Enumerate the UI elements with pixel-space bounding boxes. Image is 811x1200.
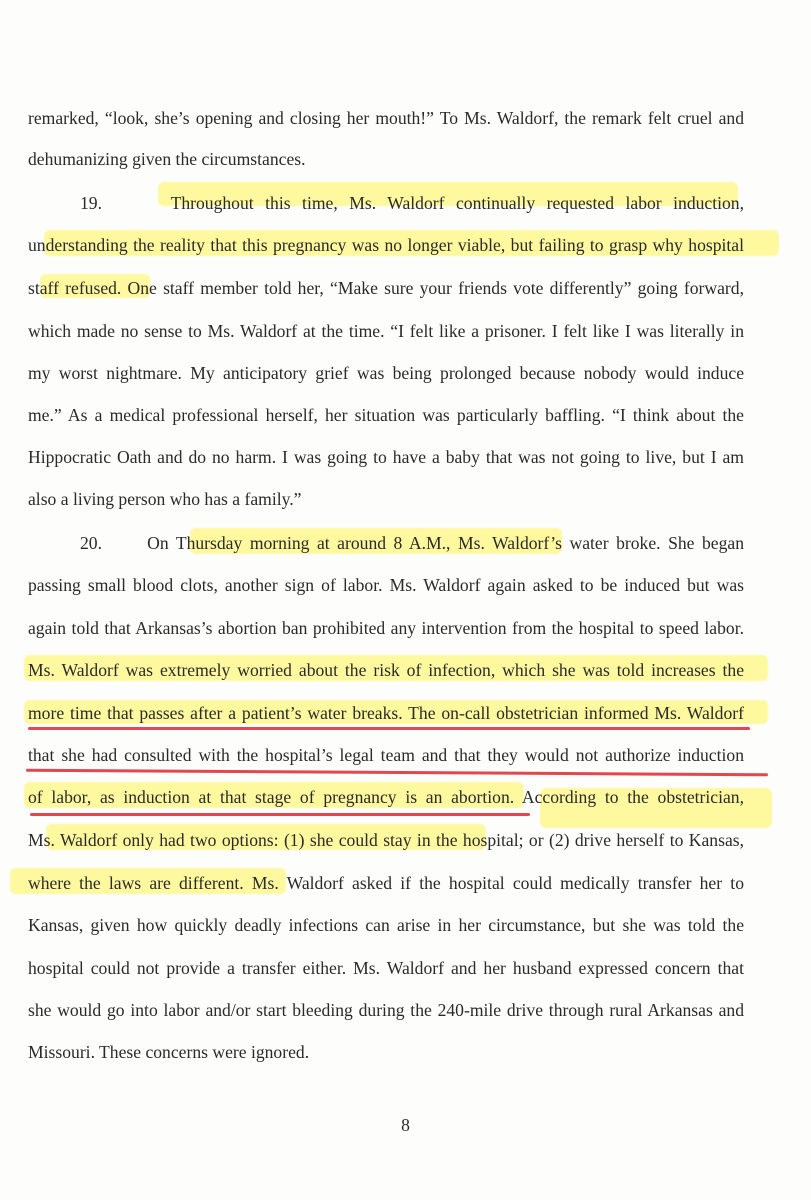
underline-mark [30,813,530,816]
text-line: understanding the reality that this pregnancy was no longer viable, but failing to grasp why hospital [28,235,744,255]
text-line: hospital could not provide a transfer either. Ms. Waldorf and her husband expressed concern that [28,958,744,978]
text-line: Ms. Waldorf was extremely worried about the risk of infection, which she was told increases the [28,660,744,680]
text-line: staff refused. One staff member told her, “Make sure your friends vote differently” going forward, [28,278,744,298]
text-line: more time that passes after a patient’s water breaks. The on-call obstetrician informed Ms. Waldorf [28,703,744,723]
text-line: passing small blood clots, another sign of labor. Ms. Waldorf again asked to be induced but was [28,575,744,595]
text-line: remarked, “look, she’s opening and closing her mouth!” To Ms. Waldorf, the remark felt cruel and [28,108,744,128]
text-line: that she had consulted with the hospital’s legal team and that they would not authorize induction [28,745,744,765]
text-line: where the laws are different. Ms. Waldorf asked if the hospital could medically transfer her to [28,873,744,893]
text-line: my worst nightmare. My anticipatory grief was being prolonged because nobody would induce [28,363,744,383]
text-line: also a living person who has a family.” [28,489,302,509]
paragraph-20-first-line: 20. On Thursday morning at around 8 A.M., Ms. Waldorf’s water broke. She began [80,533,744,553]
page-number: 8 [401,1115,410,1135]
text-line: dehumanizing given the circumstances. [28,149,306,169]
paragraph-19-first-line: 19. Throughout this time, Ms. Waldorf continually requested labor induction, [80,193,744,213]
text-line: Kansas, given how quickly deadly infections can arise in her circumstance, but she was told the [28,915,744,935]
underline-mark [26,769,768,777]
text-line: again told that Arkansas’s abortion ban prohibited any intervention from the hospital to speed labor. [28,618,744,638]
text-line: of labor, as induction at that stage of pregnancy is an abortion. According to the obstetrician, [28,787,744,807]
text-line: she would go into labor and/or start bleeding during the 240-mile drive through rural Arkansas and [28,1000,744,1020]
text-line: Hippocratic Oath and do no harm. I was going to have a baby that was not going to live, but I am [28,447,744,467]
text-line: Missouri. These concerns were ignored. [28,1042,310,1062]
text-line: Ms. Waldorf only had two options: (1) she could stay in the hospital; or (2) drive herself to Kansas, [28,830,744,850]
text-line: me.” As a medical professional herself, her situation was particularly baffling. “I think about the [28,405,744,425]
underline-mark [28,727,750,730]
text-line: which made no sense to Ms. Waldorf at the time. “I felt like a prisoner. I felt like I was literally in [28,321,744,341]
